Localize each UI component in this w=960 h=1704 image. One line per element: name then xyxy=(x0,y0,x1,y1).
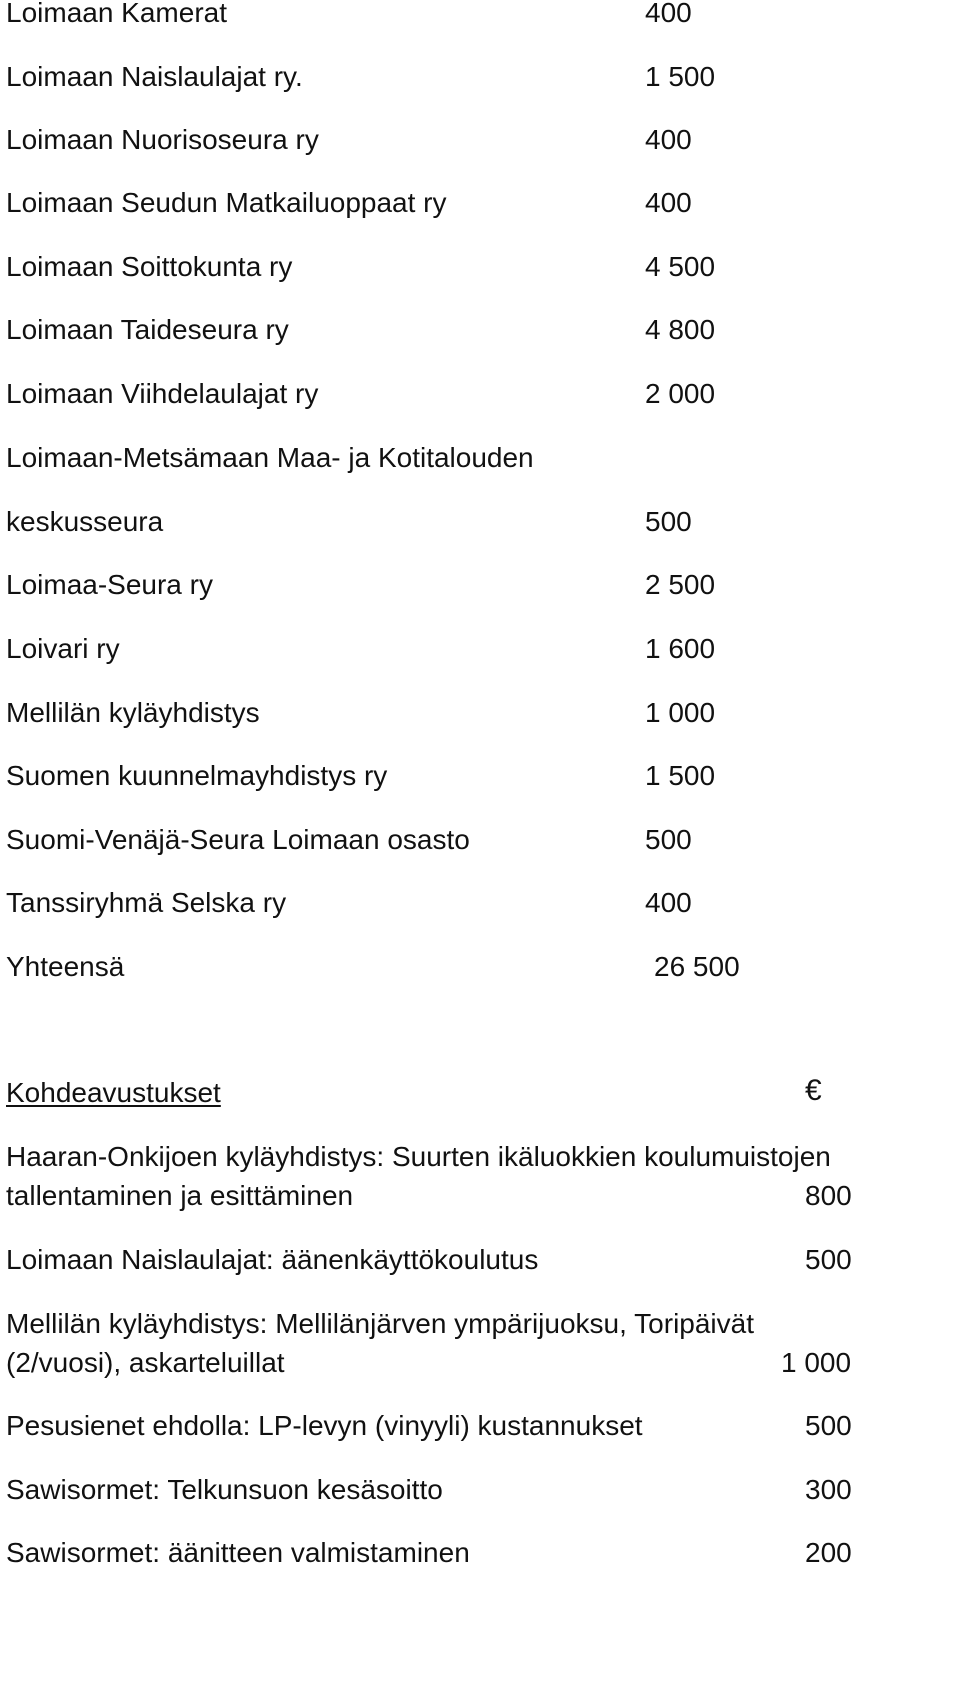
grant-amount: 1 600 xyxy=(645,633,716,664)
grant-name: Loimaan-Metsämaan Maa- ja Kotitalouden xyxy=(6,442,534,473)
targeted-grant-amount: 200 xyxy=(805,1537,852,1568)
grant-name: Suomi-Venäjä-Seura Loimaan osasto xyxy=(6,824,470,855)
grant-name: Loimaan Kamerat xyxy=(6,0,228,28)
total-amount: 26 500 xyxy=(654,951,740,982)
targeted-grant-amount: 300 xyxy=(805,1474,852,1505)
grant-name: Mellilän kyläyhdistys xyxy=(6,697,260,728)
grant-name: Loimaan Naislaulajat ry. xyxy=(6,61,303,92)
targeted-grant-description: Pesusienet ehdolla: LP-levyn (vinyyli) kustannukset xyxy=(6,1410,643,1441)
grant-amount: 2 000 xyxy=(645,378,716,409)
targeted-grant-amount: 1 000 xyxy=(781,1347,852,1378)
targeted-grant-description-cont: (2/vuosi), askarteluillat xyxy=(6,1347,285,1378)
grant-amount: 400 xyxy=(645,124,692,155)
targeted-grant-description: Mellilän kyläyhdistys: Mellilänjärven ympärijuoksu, Toripäivät xyxy=(6,1308,755,1339)
grant-amount: 4 500 xyxy=(645,251,716,282)
total-label: Yhteensä xyxy=(6,951,125,982)
euro-currency-symbol: € xyxy=(805,1074,822,1107)
grant-amount: 1 000 xyxy=(645,697,716,728)
targeted-grant-description: Loimaan Naislaulajat: äänenkäyttökoulutus xyxy=(6,1244,539,1275)
grant-name: Loimaa-Seura ry xyxy=(6,569,213,600)
targeted-grant-description: Haaran-Onkijoen kyläyhdistys: Suurten ikäluokkien koulumuistojen xyxy=(6,1141,831,1172)
grant-name: Loimaan Seudun Matkailuoppaat ry xyxy=(6,187,447,218)
targeted-grant-description: Sawisormet: Telkunsuon kesäsoitto xyxy=(6,1474,443,1505)
grant-amount: 500 xyxy=(645,506,692,537)
targeted-grant-amount: 800 xyxy=(805,1180,852,1211)
grant-amount: 500 xyxy=(645,824,692,855)
grant-amount: 400 xyxy=(645,887,692,918)
grant-amount: 1 500 xyxy=(645,61,716,92)
grant-name: Loimaan Viihdelaulajat ry xyxy=(6,378,319,409)
targeted-grant-description-cont: tallentaminen ja esittäminen xyxy=(6,1180,354,1211)
grant-name: Loivari ry xyxy=(6,633,120,664)
targeted-grant-description: Sawisormet: äänitteen valmistaminen xyxy=(6,1537,470,1568)
section-heading: Kohdeavustukset xyxy=(6,1077,221,1108)
grant-name: Loimaan Taideseura ry xyxy=(6,314,289,345)
grant-amount: 2 500 xyxy=(645,569,716,600)
targeted-grant-amount: 500 xyxy=(805,1244,852,1275)
targeted-grant-amount: 500 xyxy=(805,1410,852,1441)
grant-amount: 400 xyxy=(645,187,692,218)
grant-name: Suomen kuunnelmayhdistys ry xyxy=(6,760,388,791)
grant-name: Loimaan Nuorisoseura ry xyxy=(6,124,319,155)
grant-name: Tanssiryhmä Selska ry xyxy=(6,887,287,918)
grant-name: keskusseura xyxy=(6,506,164,537)
grant-name: Loimaan Soittokunta ry xyxy=(6,251,293,282)
grant-amount: 4 800 xyxy=(645,314,716,345)
grant-amount: 1 500 xyxy=(645,760,716,791)
grant-amount: 400 xyxy=(645,0,692,28)
